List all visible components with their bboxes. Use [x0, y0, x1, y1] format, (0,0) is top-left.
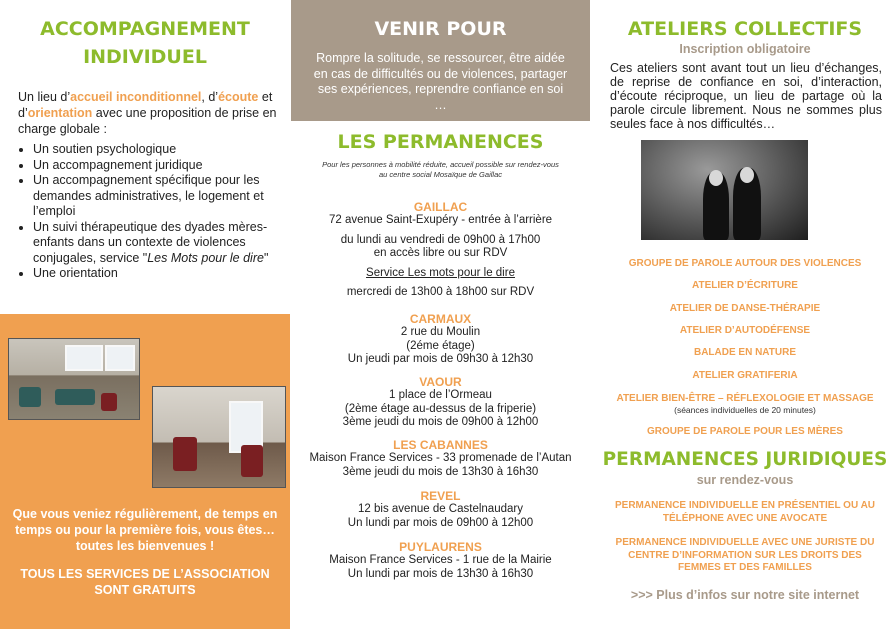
- address-detail: (2ème étage au-dessus de la friperie): [344, 402, 537, 415]
- accessibility-note: Pour les personnes à mobilité réduite, accueil possible sur rendez-vous au centre social Mosaïque de Gaillac: [322, 160, 559, 179]
- opening-hours: Un jeudi par mois de 09h30 à 12h30: [347, 353, 534, 365]
- list-item: • Un accompagnement juridique: [33, 158, 298, 174]
- list-item: • Un soutien psychologique: [33, 142, 298, 158]
- atelier-ecriture: ATELIER D’ÉCRITURE: [692, 280, 798, 291]
- service-link: Service Les mots pour le dire: [366, 266, 515, 279]
- address: 1 place de l’Ormeau: [389, 389, 492, 401]
- list-item-text: ": [263, 250, 269, 265]
- atelier-bien-etre-note: (séances individuelles de 20 minutes): [674, 405, 816, 415]
- intro-text-4: avec une proposition de prise en charge globale :: [18, 106, 277, 136]
- room-photo-1: [8, 338, 140, 420]
- intro-highlight-accueil: accueil inconditionnel: [70, 90, 202, 104]
- location-puylaurens: [291, 540, 590, 581]
- list-item: [33, 220, 298, 267]
- opening-hours: du lundi au vendredi de 09h00 à 17h00: [340, 233, 541, 246]
- address: 12 bis avenue de Castelnaudary: [358, 503, 523, 515]
- free-services-message: TOUS LES SERVICES DE L’ASSOCIATION SONT GRATUITS: [20, 567, 270, 597]
- atelier-gratiferia: ATELIER GRATIFERIA: [692, 370, 798, 381]
- city-name: CARMAUX: [409, 312, 472, 326]
- venir-pour-text: Rompre la solitude, se ressourcer, être aidée en cas de difficultés ou de violences, partager ses expériences, reprendre confiance en soi …: [313, 51, 568, 112]
- section-title-venir-pour: VENIR POUR: [374, 18, 507, 40]
- room-photo-2: [152, 386, 286, 488]
- section-title-ateliers: ATELIERS COLLECTIFS: [627, 18, 863, 40]
- city-name: GAILLAC: [413, 200, 468, 214]
- atelier-danse-therapie: ATELIER DE DANSE-THÉRAPIE: [669, 303, 821, 314]
- inscription-note: Inscription obligatoire: [679, 42, 811, 56]
- opening-hours: 3ème jeudi du mois de 13h30 à 16h30: [342, 465, 539, 478]
- city-name: LES CABANNES: [393, 438, 488, 452]
- location-revel: [291, 489, 590, 530]
- welcome-message: Que vous veniez régulièrement, de temps en temps ou pour la première fois, vous êtes… toutes les bienvenues !: [12, 507, 278, 553]
- ateliers-description: Ces ateliers sont avant tout un lieu d’échanges, de reprise de confiance en soi, d’interaction, d’écoute réciproque, un lieu de partage où la parole circule librement. Nous ne sommes plus seules face à nos difficultés…: [610, 61, 882, 131]
- section-title-juridiques: PERMANENCES JURIDIQUES: [602, 449, 888, 470]
- women-photo: [641, 140, 808, 240]
- opening-hours: 3ème jeudi du mois de 09h00 à 12h00: [342, 416, 539, 428]
- column-permanences: [291, 0, 590, 629]
- address: 72 avenue Saint-Exupéry - entrée à l’arrière: [328, 214, 553, 226]
- location-gaillac: [291, 200, 590, 300]
- atelier-bien-etre-label: ATELIER BIEN-ÊTRE – RÉFLEXOLOGIE ET MASSAGE: [616, 393, 874, 404]
- rdv-note: sur rendez-vous: [696, 473, 794, 487]
- intro-text-3: et d’: [18, 90, 273, 120]
- city-name: PUYLAURENS: [399, 540, 482, 554]
- atelier-bien-etre: [600, 393, 890, 415]
- section-title-permanences: LES PERMANENCES: [337, 131, 544, 153]
- address: Maison France Services - 1 rue de la Mairie: [329, 554, 552, 566]
- address-detail: (2éme étage): [406, 339, 475, 352]
- atelier-autodefense: ATELIER D’AUTODÉFENSE: [679, 325, 811, 336]
- address: Maison France Services - 33 promenade de l’Autan: [309, 452, 572, 464]
- list-item: • Un accompagnement spécifique pour les demandes administratives, le logement et l’emploi: [33, 173, 298, 220]
- service-hours: mercredi de 13h00 à 18h00 sur RDV: [346, 286, 535, 298]
- atelier-groupe-violences: GROUPE DE PAROLE AUTOUR DES VIOLENCES: [628, 258, 862, 269]
- location-vaour: [291, 375, 590, 430]
- atelier-balade-nature: BALADE EN NATURE: [693, 347, 797, 358]
- column-ateliers: [600, 0, 890, 629]
- intro-paragraph: [18, 89, 280, 137]
- opening-hours: Un lundi par mois de 09h00 à 12h00: [347, 516, 534, 529]
- intro-highlight-orientation: orientation: [27, 106, 93, 120]
- location-les-cabannes: [291, 438, 590, 479]
- section-title-accompagnement: ACCOMPAGNEMENT INDIVIDUEL: [40, 18, 250, 68]
- more-info-link[interactable]: >>> Plus d’infos sur notre site internet: [630, 588, 860, 602]
- location-carmaux: [291, 312, 590, 367]
- venir-pour-header: [291, 0, 590, 121]
- intro-highlight-ecoute: écoute: [218, 90, 259, 104]
- address: 2 rue du Moulin: [400, 326, 481, 338]
- column-accompagnement: [0, 0, 290, 629]
- services-list: [18, 142, 298, 282]
- welcome-box: [0, 314, 290, 629]
- permanence-juriste: PERMANENCE INDIVIDUELLE AVEC UNE JURISTE DU CENTRE D’INFORMATION SUR LES DROITS DES FEMMES ET DES FAMILLES: [615, 537, 875, 573]
- atelier-groupe-meres: GROUPE DE PAROLE POUR LES MÈRES: [647, 426, 843, 437]
- list-item-text: Un suivi thérapeutique des dyades mères-enfants dans un contexte de violences conjugales, service ": [33, 219, 268, 265]
- access-info: en accès libre ou sur RDV: [373, 247, 508, 259]
- city-name: REVEL: [420, 489, 461, 503]
- opening-hours: Un lundi par mois de 13h30 à 16h30: [347, 567, 534, 580]
- intro-text-2: , d’: [201, 90, 219, 104]
- service-name: Les Mots pour le dire: [147, 250, 264, 265]
- intro-text-1: Un lieu d’: [18, 90, 71, 104]
- list-item: • Une orientation: [33, 266, 298, 282]
- city-name: VAOUR: [419, 375, 462, 389]
- permanence-avocate: PERMANENCE INDIVIDUELLE EN PRÉSENTIEL OU AU TÉLÉPHONE AVEC UNE AVOCATE: [614, 500, 876, 524]
